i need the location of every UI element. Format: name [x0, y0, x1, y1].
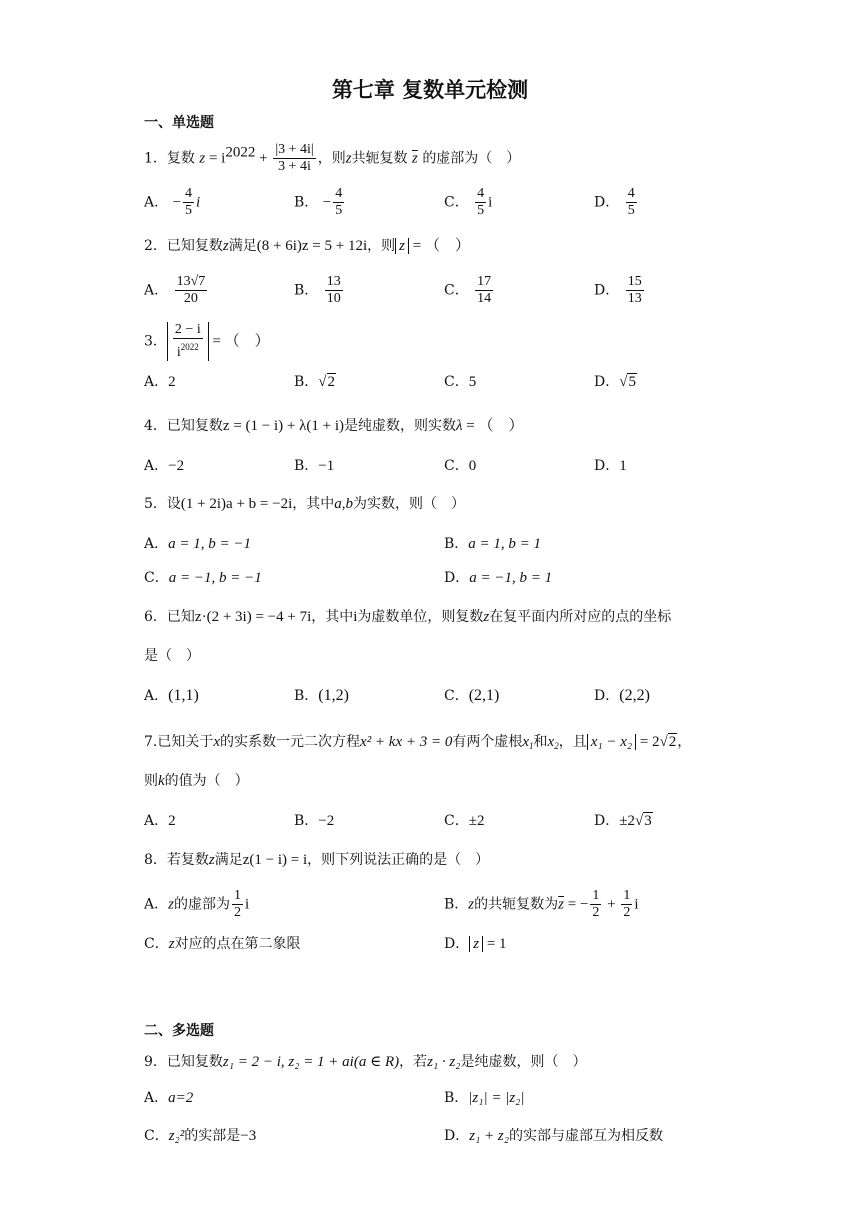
math-exponent: 2022	[180, 342, 199, 352]
math-expr: (1 + 2i)a + b = −2i	[180, 496, 293, 512]
math-var: z	[483, 609, 490, 625]
q5-option-b[interactable]	[444, 534, 541, 554]
fraction-numerator: 13√7	[176, 274, 206, 289]
math-expr: = 1	[483, 936, 507, 952]
question-text: ，	[677, 734, 692, 750]
option-label: C．	[444, 688, 469, 704]
math-var: x	[213, 734, 221, 750]
option-label: D．	[444, 1128, 470, 1144]
question-1	[144, 142, 520, 175]
q9-option-a[interactable]	[144, 1088, 193, 1108]
question-5	[144, 494, 465, 514]
option-label: B．	[444, 896, 469, 913]
question-text: 已知复数	[166, 418, 223, 434]
q3-option-b[interactable]	[294, 372, 336, 392]
question-text: ，其中	[311, 609, 354, 625]
fraction-numerator: 1	[592, 888, 600, 903]
question-number: 1．	[144, 150, 167, 167]
fraction-denominator: 10	[326, 291, 341, 306]
option-value: a = −1, b = −1	[168, 570, 262, 586]
fraction-denominator: 5	[477, 203, 485, 218]
math-expr: (8 + 6i)z = 5 + 12i	[256, 238, 368, 254]
option-value: −1	[318, 458, 335, 474]
math-fraction	[626, 274, 644, 307]
option-label: B．	[294, 194, 319, 211]
question-text: 为实数，则（ ）	[353, 496, 465, 512]
question-number: 6．	[144, 609, 167, 625]
section-single-choice: 一、单选题	[144, 115, 214, 131]
q2-option-b[interactable]	[294, 274, 345, 307]
question-7	[144, 732, 691, 756]
fraction-numerator: 4	[627, 186, 635, 201]
option-text: 的实部是	[184, 1128, 241, 1144]
q4-option-a[interactable]	[144, 456, 184, 476]
option-label: B．	[294, 813, 319, 829]
question-number: 8．	[144, 852, 167, 868]
math-var: $x_2$	[547, 734, 559, 751]
question-9	[144, 1052, 586, 1072]
fraction-denominator: 14	[477, 291, 492, 306]
math-expr: x² + kx + 3 = 0	[360, 734, 453, 750]
q4-option-b[interactable]	[294, 456, 334, 476]
q1-option-c[interactable]	[444, 186, 492, 219]
math-var: z	[345, 150, 352, 167]
option-label: B．	[294, 688, 319, 704]
question-4	[144, 416, 523, 436]
option-value: (2,2)	[619, 687, 650, 704]
fraction-denominator	[173, 339, 203, 361]
q8-option-c[interactable]	[144, 934, 301, 954]
option-value: a = −1, b = 1	[469, 570, 553, 586]
q4-option-d[interactable]	[594, 456, 627, 476]
fraction-denominator: 2	[592, 905, 600, 920]
question-text: 已知关于	[157, 734, 214, 750]
fraction-numerator: 15	[627, 274, 642, 289]
question-text: 的虚部为（ ）	[422, 150, 521, 167]
q5-option-d[interactable]	[444, 568, 552, 588]
option-label: D．	[594, 282, 620, 299]
option-value: 5	[468, 374, 477, 390]
q8-option-b[interactable]	[444, 888, 639, 921]
option-label: A．	[144, 688, 169, 704]
math-fraction	[626, 186, 637, 219]
question-text: 在复平面内所对应的点的坐标	[489, 609, 672, 625]
q2-option-a[interactable]	[144, 274, 209, 307]
q2-option-d[interactable]	[594, 274, 646, 307]
option-value: 2	[168, 374, 176, 390]
q9-option-b[interactable]	[444, 1088, 525, 1108]
question-text: 的值为（ ）	[164, 773, 249, 789]
fraction-numerator: 4	[477, 186, 485, 201]
q7-option-c[interactable]	[444, 811, 484, 831]
question-text: 已知	[166, 609, 195, 625]
sqrt-symbol: √	[659, 734, 668, 750]
question-6-line-2: 是（ ）	[144, 648, 200, 664]
math-expr: z·(2 + 3i) = −4 + 7i	[194, 609, 312, 625]
math-fraction	[325, 274, 343, 307]
option-label: D．	[444, 570, 470, 586]
option-value: 5	[628, 374, 636, 390]
math-unit: i	[634, 896, 639, 913]
sqrt-symbol: √	[619, 374, 628, 390]
math-op: +	[255, 150, 272, 167]
math-base: x	[522, 734, 530, 750]
fraction-numerator: 17	[477, 274, 492, 289]
question-text: 已知复数	[166, 1054, 223, 1070]
math-var: z	[208, 852, 215, 868]
option-label: B．	[294, 458, 319, 474]
option-label: C．	[444, 813, 469, 829]
option-value: −2	[168, 458, 185, 474]
question-text: 则	[144, 773, 158, 789]
math-expr: z₁ = 2 − i, z₂ = 1 + ai(a ∈ R)	[222, 1054, 400, 1070]
fraction-denominator: 2	[233, 905, 241, 920]
page-title: 第七章 复数单元检测	[331, 78, 529, 102]
math-abs: z	[395, 238, 409, 254]
math-unit: i	[353, 609, 358, 625]
q2-option-c[interactable]	[444, 274, 495, 307]
option-value: (1,1)	[168, 687, 199, 704]
question-text: 满足	[214, 852, 243, 868]
math-op: −	[322, 194, 332, 211]
q9-option-c[interactable]	[144, 1126, 256, 1146]
q3-option-c[interactable]	[444, 372, 476, 392]
option-value: 1	[619, 458, 627, 474]
fraction-numerator: 2 − i	[174, 322, 201, 337]
q7-option-a[interactable]	[144, 811, 176, 831]
math-fraction	[175, 274, 208, 307]
question-text: 若复数	[166, 852, 209, 868]
q3-option-a[interactable]	[144, 372, 176, 392]
math-expr: = i	[205, 150, 226, 167]
option-label: D．	[594, 374, 620, 390]
option-label: D．	[594, 688, 620, 704]
option-label: A．	[144, 896, 169, 913]
math-expr: z₂²	[168, 1128, 185, 1144]
math-base: i	[176, 345, 181, 360]
option-value: |z₁| = |z₂|	[468, 1090, 525, 1106]
math-expr: z(1 − i) = i	[242, 852, 308, 868]
math-var: z	[168, 936, 175, 952]
math-expr: = 2	[636, 734, 660, 750]
math-op: −	[172, 194, 182, 211]
option-value: 0	[468, 458, 477, 474]
option-text: 的共轭复数为	[474, 896, 559, 913]
math-base: x	[547, 734, 555, 750]
option-value: ±2	[619, 813, 635, 829]
question-text: 设	[166, 496, 181, 512]
question-number: 9．	[144, 1054, 167, 1070]
question-text: ，则	[317, 150, 346, 167]
math-radicand: 2	[668, 734, 677, 750]
math-fraction	[232, 888, 243, 921]
math-var: i	[196, 194, 201, 211]
math-var: a,b	[334, 496, 353, 512]
option-label: C．	[144, 936, 169, 952]
math-exponent: 2022	[225, 144, 256, 161]
question-text: 共轭复数	[351, 150, 408, 167]
question-text: 是纯虚数，则（ ）	[460, 1054, 587, 1070]
math-radicand: 3	[644, 813, 652, 829]
option-value: 2	[327, 374, 336, 390]
option-label: A．	[144, 458, 169, 474]
fraction-denominator: 20	[183, 291, 198, 306]
math-expr: z₁ · z₂	[427, 1054, 461, 1070]
option-text: 对应的点在第二象限	[174, 936, 301, 952]
q9-option-d[interactable]	[444, 1126, 663, 1146]
question-text: 有两个虚根	[452, 734, 523, 750]
math-expr: z = (1 − i) + λ(1 + i)	[222, 418, 345, 434]
math-fraction	[475, 186, 486, 219]
question-text: ，且	[558, 734, 587, 750]
math-conjugate: $\overline{z}$	[412, 150, 418, 167]
math-var: $x_1$	[522, 734, 534, 751]
option-label: A．	[144, 374, 169, 390]
math-abs	[167, 322, 209, 361]
option-label: B．	[444, 536, 469, 552]
math-fraction	[273, 142, 315, 175]
option-label: A．	[144, 1090, 169, 1106]
question-2	[144, 236, 470, 256]
math-var: z	[222, 238, 229, 254]
question-text: = （ ）	[208, 333, 270, 350]
question-text: = （ ）	[408, 238, 470, 254]
option-label: A．	[144, 536, 169, 552]
q6-option-d[interactable]	[594, 686, 650, 706]
question-text: 为虚数单位，则复数	[357, 609, 484, 625]
math-op: = −	[563, 896, 589, 913]
math-var: z	[199, 150, 206, 167]
fraction-denominator: 5	[335, 203, 343, 218]
math-var: z	[468, 896, 475, 913]
option-label: C．	[444, 194, 469, 211]
fraction-numerator: |3 + 4i|	[275, 142, 314, 157]
question-number: 7.	[144, 734, 158, 750]
question-text: 满足	[228, 238, 257, 254]
q7-option-b[interactable]	[294, 811, 334, 831]
q7-option-d[interactable]	[594, 811, 653, 831]
math-fraction	[183, 186, 194, 219]
question-3	[144, 322, 270, 361]
option-label: B．	[294, 282, 319, 299]
option-value: a=2	[168, 1090, 194, 1106]
option-text: 的虚部为	[173, 896, 230, 913]
question-text: ，其中	[292, 496, 335, 512]
math-var: k	[158, 773, 165, 789]
option-label: C．	[144, 1128, 169, 1144]
question-7-line-2	[144, 771, 249, 791]
fraction-denominator: 5	[627, 203, 635, 218]
sqrt-symbol: √	[318, 374, 327, 390]
option-value: −3	[240, 1128, 257, 1144]
fraction-denominator: 2	[623, 905, 631, 920]
question-text: 和	[533, 734, 548, 750]
q5-option-a[interactable]	[144, 534, 251, 554]
math-fraction	[173, 322, 203, 361]
q1-option-a[interactable]	[144, 186, 200, 219]
option-label: A．	[144, 194, 169, 211]
sqrt-symbol: √	[634, 813, 644, 829]
option-value: (1,2)	[318, 687, 349, 704]
q6-option-b[interactable]	[294, 686, 349, 706]
q1-option-d[interactable]	[594, 186, 639, 219]
option-value: −2	[318, 813, 335, 829]
q6-option-c[interactable]	[444, 686, 499, 706]
question-number: 5．	[144, 496, 167, 512]
question-text: 已知复数	[166, 238, 223, 254]
question-number: 2．	[144, 238, 167, 254]
fraction-numerator: 4	[185, 186, 193, 201]
math-abs: z	[469, 936, 483, 952]
math-expr: z₁ + z₂	[469, 1128, 509, 1144]
question-text: 复数	[166, 150, 195, 167]
math-unit: i	[244, 896, 250, 913]
option-label: D．	[594, 458, 620, 474]
question-text: ，若	[399, 1054, 428, 1070]
question-text: 是纯虚数，则实数	[344, 418, 457, 434]
fraction-denominator: 3 + 4i	[278, 159, 311, 174]
q6-option-a[interactable]	[144, 686, 199, 706]
option-value: a = 1, b = 1	[468, 536, 542, 552]
option-label: A．	[144, 813, 169, 829]
math-abs: x₁ − x₂	[587, 734, 636, 750]
q1-option-b[interactable]	[294, 186, 346, 219]
fraction-numerator: 1	[233, 888, 241, 903]
math-var: λ	[456, 418, 463, 434]
option-text: 的实部与虚部互为相反数	[508, 1128, 663, 1144]
option-label: C．	[444, 374, 469, 390]
q3-option-d[interactable]	[594, 372, 637, 392]
option-label: B．	[294, 374, 319, 390]
math-op: +	[603, 896, 620, 913]
math-fraction	[590, 888, 601, 921]
fraction-numerator: 1	[623, 888, 631, 903]
fraction-denominator: 13	[627, 291, 642, 306]
option-label: C．	[444, 458, 469, 474]
q8-option-d[interactable]	[444, 934, 507, 954]
math-fraction	[475, 274, 493, 307]
question-6	[144, 607, 671, 627]
option-label: D．	[594, 813, 620, 829]
option-label: C．	[144, 570, 169, 586]
math-var: z	[168, 896, 174, 913]
fraction-numerator: 4	[335, 186, 343, 201]
fraction-denominator: 5	[185, 203, 193, 218]
question-text: = （ ）	[462, 418, 524, 434]
option-label: D．	[444, 936, 470, 952]
option-value: 2	[168, 813, 176, 829]
fraction-numerator: 13	[326, 274, 341, 289]
q4-option-c[interactable]	[444, 456, 476, 476]
question-text: 的实系数一元二次方程	[220, 734, 361, 750]
option-label: D．	[594, 194, 620, 211]
option-label: B．	[444, 1090, 469, 1106]
question-8	[144, 850, 489, 870]
option-label: A．	[144, 282, 169, 299]
math-fraction	[333, 186, 344, 219]
option-value: ±2	[468, 813, 485, 829]
option-value: a = 1, b = −1	[168, 536, 251, 552]
q5-option-c[interactable]	[144, 568, 262, 588]
option-value: (2,1)	[468, 687, 500, 704]
section-multi-choice: 二、多选题	[144, 1023, 214, 1039]
math-fraction	[621, 888, 632, 921]
question-text: ，则下列说法正确的是（ ）	[307, 852, 490, 868]
question-text: ，则	[367, 238, 396, 254]
q8-option-a[interactable]	[144, 888, 249, 921]
math-unit: i	[488, 194, 493, 211]
question-number: 3．	[144, 333, 167, 350]
math-conjugate: $\overline{z}$	[558, 896, 564, 913]
option-label: C．	[444, 282, 469, 299]
question-number: 4．	[144, 418, 167, 434]
